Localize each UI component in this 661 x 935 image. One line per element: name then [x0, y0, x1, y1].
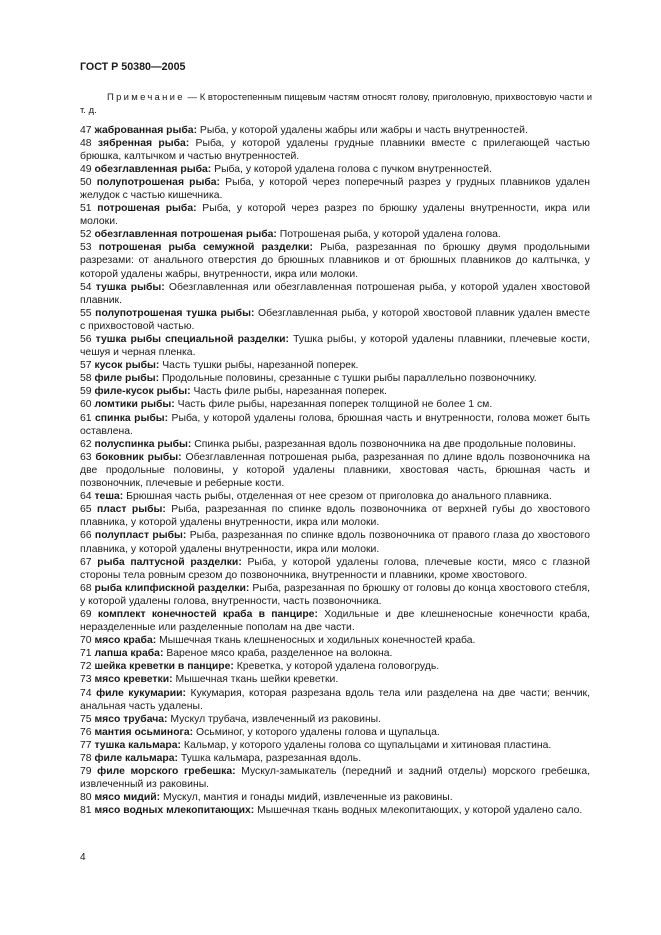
entry-definition: Тушка кальмара, разрезанная вдоль. — [180, 753, 362, 764]
entry-number: 50 — [80, 176, 92, 188]
entry-term: мясо креветки: — [94, 674, 173, 686]
entry-definition: Часть филе рыбы, нарезанная поперек. — [193, 386, 387, 398]
term-entry — [80, 490, 590, 503]
entry-term: кусок рыбы: — [94, 360, 160, 372]
term-entry — [80, 582, 590, 608]
entry-term: рыба клипфискной разделки: — [94, 582, 250, 594]
entry-definition: Мышечная ткань водных млекопитающих, у которой удалено сало. — [257, 805, 583, 817]
entry-definition: Обезглавленная потрошеная рыба, разрезанная по длине вдоль позвоночника на две продольные половины, у которой удалены плавники, хвостовая часть, брюшная часть и позвоночник, плечевые и реберные кости. — [80, 451, 591, 490]
entry-term: тушка рыбы: — [95, 281, 165, 293]
page-number: 4 — [80, 852, 86, 863]
term-entry — [80, 228, 590, 241]
term-entry — [80, 333, 590, 359]
entry-number: 73 — [80, 674, 92, 686]
entry-number: 81 — [80, 805, 92, 817]
entry-number: 53 — [80, 242, 92, 254]
entry-definition: Часть филе рыбы, нарезанная поперек толщиной не более 1 см. — [177, 399, 493, 411]
entry-term: тушка кальмара: — [94, 739, 181, 751]
entry-term: полупотрошеная тушка рыбы: — [95, 307, 255, 319]
entry-definition: Вареное мясо краба, разделенное на волокна. — [166, 648, 393, 660]
term-entry — [80, 726, 590, 739]
entry-term: жаброванная рыба: — [94, 124, 198, 136]
entry-term: обезглавленная потрошеная рыба: — [94, 229, 277, 241]
entry-term: полупласт рыбы: — [94, 530, 187, 542]
entry-number: 69 — [80, 608, 92, 620]
entry-term: шейка креветки в панцире: — [94, 661, 234, 673]
entry-number: 52 — [80, 229, 92, 241]
entry-term: спинка рыбы: — [95, 412, 169, 424]
term-entry — [80, 438, 590, 451]
entry-definition: Кальмар, у которого удалены голова со щупальцами и хитиновая пластина. — [183, 739, 552, 751]
entry-definition: Рыба, разрезанная по спинке вдоль позвоночника от верхней губы до хвостового плавника, у которой удалены внутренности, икра или молоки. — [80, 504, 591, 529]
entry-definition: Рыба, разрезанная по брюшку от головы до конца хвостового стебля, у которой удалены голова, внутренности, часть позвоночника. — [80, 582, 591, 607]
entry-definition: Осьминог, у которого удалены голова и щупальца. — [196, 726, 440, 738]
term-entry — [80, 307, 590, 333]
entry-number: 61 — [80, 412, 92, 424]
entry-number: 76 — [80, 726, 92, 738]
entry-definition: Обезглавленная рыба, у которой хвостовой плавник удален вместе с прихвостовой частью. — [80, 307, 591, 332]
entry-number: 48 — [80, 137, 92, 149]
term-entry — [80, 412, 590, 438]
entry-term: мясо краба: — [94, 635, 157, 647]
term-entry — [80, 359, 590, 372]
entry-term: филе-кусок рыбы: — [94, 386, 191, 398]
entry-definition: Кукумария, которая разрезана вдоль тела или разделена на две части; венчик, анальная часть удалены. — [80, 687, 590, 712]
term-entry — [80, 176, 590, 202]
entry-term: мясо трубача: — [94, 713, 168, 725]
term-entry — [80, 281, 590, 307]
entry-definition: Спинка рыбы, разрезанная вдоль позвоночника на две продольные половины. — [194, 438, 576, 450]
entry-number: 58 — [80, 373, 92, 385]
document-code: ГОСТ Р 50380—2005 — [80, 61, 186, 73]
term-entry — [80, 124, 590, 137]
term-entry — [80, 739, 590, 752]
entry-definition: Рыба, у которой через поперечный разрез у грудных плавников удален желудок с частью кишечника. — [80, 176, 591, 201]
entry-term: мясо водных млекопитающих: — [94, 805, 255, 817]
entry-number: 71 — [80, 648, 92, 660]
term-entry — [80, 660, 590, 673]
entry-term: теша: — [94, 491, 124, 503]
entry-number: 77 — [80, 739, 92, 751]
entry-number: 65 — [80, 504, 92, 516]
entry-number: 79 — [80, 766, 92, 778]
entry-term: пласт рыбы: — [96, 504, 166, 516]
entry-term: комплект конечностей краба в панцире: — [97, 608, 318, 620]
entry-number: 74 — [80, 687, 92, 699]
entry-number: 66 — [80, 530, 92, 542]
entry-definition: Рыба, у которой через разрез по брюшку удалены внутренности, икра или молоки. — [80, 203, 591, 228]
entry-term: зябренная рыба: — [97, 137, 190, 149]
entry-definition: Рыба, у которой удалена голова с пучком внутренностей. — [214, 163, 492, 175]
entry-term: мясо мидий: — [94, 792, 161, 804]
term-entry — [80, 804, 590, 817]
entry-term: ломтики рыбы: — [94, 399, 175, 411]
entry-number: 54 — [80, 281, 92, 293]
term-entry — [80, 241, 590, 280]
term-entry — [80, 608, 590, 634]
term-entry — [80, 137, 590, 163]
note-label: Примечание — [107, 92, 185, 103]
entry-number: 51 — [80, 203, 92, 215]
entry-number: 59 — [80, 386, 92, 398]
entry-term: потрошеная рыба семужной разделки: — [98, 242, 313, 254]
entry-term: обезглавленная рыба: — [94, 163, 212, 175]
entry-definition: Тушка рыбы, у которой удалены плавники, плечевые кости, чешуя и черная пленка. — [80, 334, 590, 359]
entry-number: 57 — [80, 360, 92, 372]
entry-number: 68 — [80, 582, 92, 594]
entry-term: потрошеная рыба: — [97, 203, 197, 215]
entry-term: лапша краба: — [94, 648, 164, 660]
entry-number: 64 — [80, 491, 92, 503]
entry-term: рыба палтусной разделки: — [97, 556, 242, 568]
entry-definition: Брюшная часть рыбы, отделенная от нее срезом от приголовка до анального плавника. — [126, 491, 552, 503]
entry-term: филе рыбы: — [94, 373, 160, 385]
entry-definition: Креветка, у которой удалена головогрудь. — [236, 661, 440, 673]
note — [80, 91, 592, 117]
entry-definition: Мускул-замыкатель (передний и задний отделы) морского гребешка, извлеченный из раковины. — [80, 766, 590, 791]
entry-number: 56 — [80, 334, 92, 345]
term-entry — [80, 791, 590, 804]
entry-number: 63 — [80, 451, 92, 463]
entry-number: 80 — [80, 792, 92, 804]
term-entry — [80, 556, 590, 582]
entry-definition: Обезглавленная или обезглавленная потрошеная рыба, у которой удален хвостовой плавник. — [80, 281, 590, 306]
entry-term: мантия осьминога: — [94, 726, 194, 738]
entry-term: полуспинка рыбы: — [94, 438, 192, 450]
term-entry — [80, 529, 590, 555]
term-entry — [80, 398, 590, 411]
entry-term: полупотрошеная рыба: — [96, 176, 221, 188]
entry-number: 47 — [80, 124, 92, 136]
entry-definition: Часть тушки рыбы, нарезанной поперек. — [162, 360, 359, 372]
term-entry — [80, 385, 590, 398]
term-entry — [80, 673, 590, 686]
term-entry — [80, 163, 590, 176]
note-text: — К второстепенным пищевым частям относят голову, приголовную, прихвостовую части и т. д. — [80, 92, 592, 116]
entry-term: филе кукумарии: — [96, 687, 187, 699]
term-entry — [80, 713, 590, 726]
entry-term: филе морского гребешка: — [97, 766, 236, 778]
term-entry — [80, 647, 590, 660]
entry-definition: Мускул трубача, извлеченный из раковины. — [170, 713, 382, 725]
term-entry — [80, 451, 590, 490]
entry-definition: Потрошеная рыба, у которой удалена голова. — [279, 229, 501, 241]
entry-number: 67 — [80, 556, 92, 568]
entry-term: филе кальмара: — [94, 753, 178, 764]
entry-definition: Ходильные и две клешненосные конечности краба, неразделенные или разделенные пополам на две части. — [80, 608, 590, 634]
term-entry — [80, 765, 590, 791]
entry-number: 72 — [80, 661, 92, 673]
entry-definition: Мышечная ткань клешненосных и ходильных конечностей краба. — [159, 635, 476, 647]
term-entry — [80, 503, 590, 529]
term-list — [80, 124, 590, 818]
entry-definition: Рыба, разрезанная по брюшку двумя продольными разрезами: от анального отверстия до брюшных плавников и от брюшных плавников до калтычка, у которой удалены жабры, внутренности, икра или молоки. — [80, 242, 590, 280]
entry-definition: Рыба, у которой удалены голова, плечевые кости, мясо с глазной стороны тела ровным срезом до позвоночника, внутренности и плавники, кроме хвостового. — [80, 556, 591, 581]
entry-definition: Мышечная ткань шейки креветки. — [175, 674, 339, 686]
entry-term: боковник рыбы: — [95, 451, 182, 463]
entry-definition: Продольные половины, срезанные с тушки рыбы параллельно позвоночнику. — [161, 373, 537, 385]
entry-number: 62 — [80, 438, 92, 450]
term-entry — [80, 634, 590, 647]
entry-number: 60 — [80, 399, 92, 411]
entry-definition: Рыба, разрезанная по спинке вдоль позвоночника от правого глаза до хвостового плавника, у которой удалены внутренности, икра или молоки. — [80, 530, 590, 555]
term-entry — [80, 372, 590, 385]
entry-number: 78 — [80, 753, 92, 764]
entry-number: 70 — [80, 635, 92, 647]
term-entry — [80, 687, 590, 713]
entry-definition: Рыба, у которой удалены грудные плавники вместе с прилегающей частью брюшка, калтычком и частью внутренностей. — [80, 137, 590, 162]
term-entry — [80, 752, 590, 765]
entry-definition: Мускул, мантия и гонады мидий, извлеченные из раковины. — [163, 792, 453, 804]
entry-definition: Рыба, у которой удалены жабры или жабры и часть внутренностей. — [199, 124, 528, 136]
entry-term: тушка рыбы специальной разделки: — [95, 334, 290, 345]
entry-number: 49 — [80, 163, 92, 175]
entry-number: 55 — [80, 307, 92, 319]
entry-number: 75 — [80, 713, 92, 725]
term-entry — [80, 202, 590, 228]
entry-definition: Рыба, у которой удалены голова, брюшная часть и внутренности, голова может быть оставлена. — [80, 412, 590, 437]
